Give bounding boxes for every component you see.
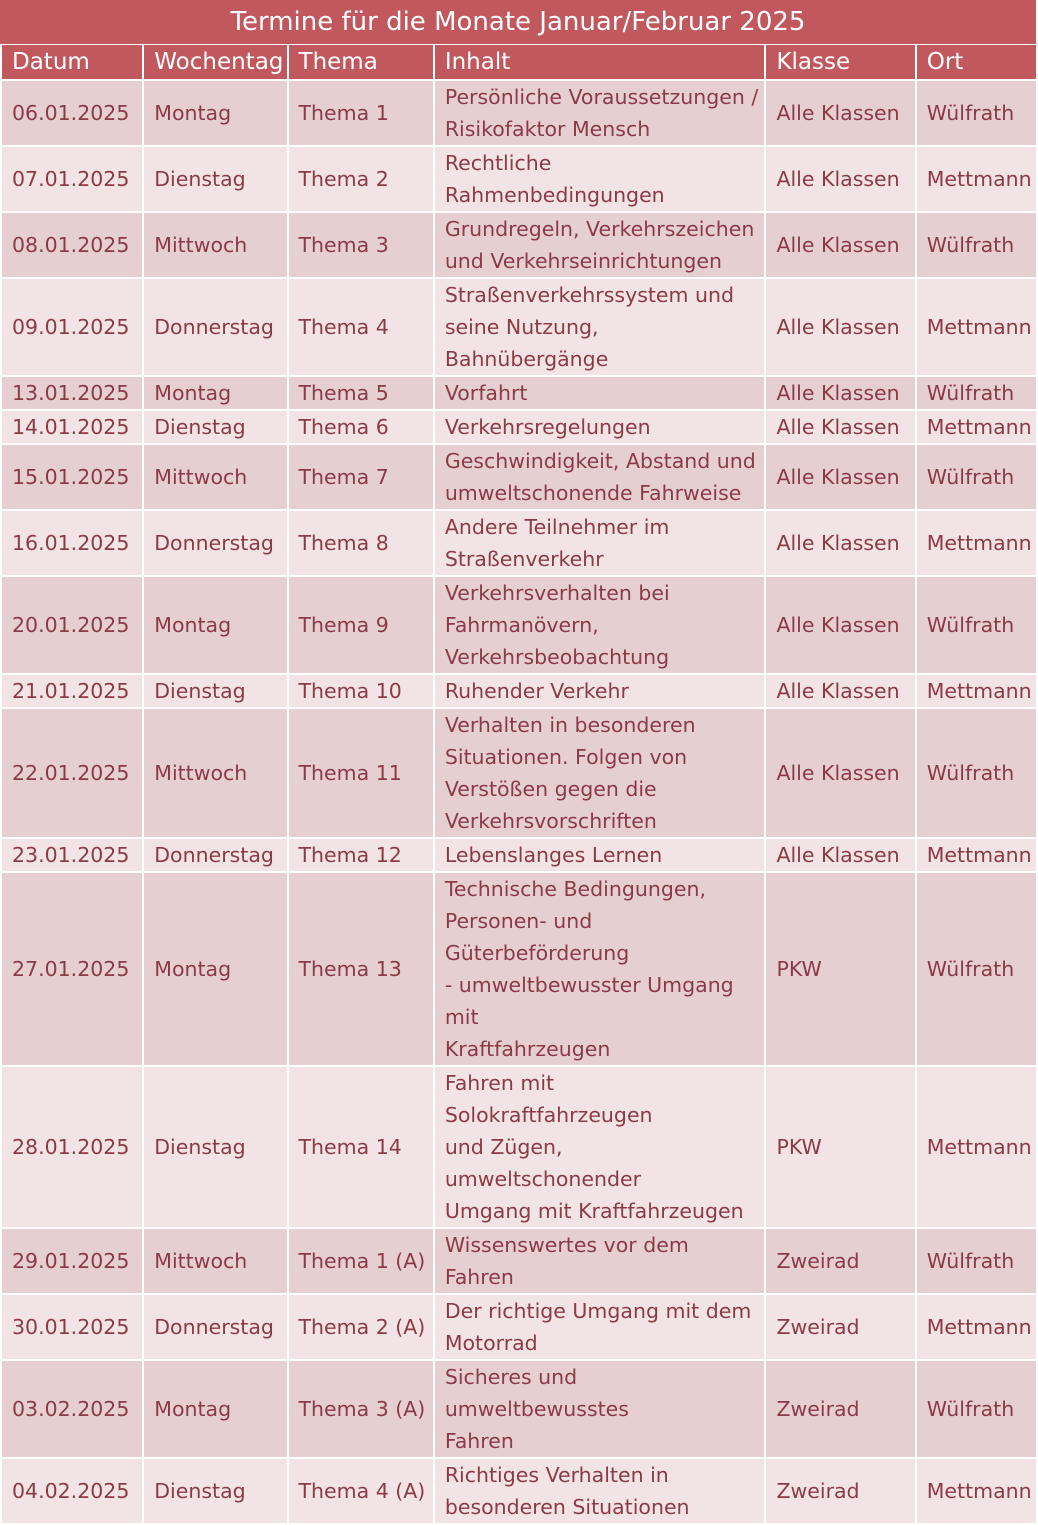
cell-ort: Mettmann: [917, 1295, 1036, 1361]
col-header-klasse: Klasse: [766, 45, 914, 81]
cell-datum: 23.01.2025: [2, 839, 142, 873]
cell-wochentag: Mittwoch: [144, 445, 286, 511]
table-row: [2, 445, 1036, 511]
cell-wochentag: Donnerstag: [144, 839, 286, 873]
cell-klasse: Alle Klassen: [766, 213, 914, 279]
inhalt-line: Geschwindigkeit, Abstand und: [444, 449, 756, 473]
table-row: [2, 839, 1036, 873]
inhalt-line: Sicheres und umweltbewusstes: [444, 1365, 629, 1421]
cell-klasse: Alle Klassen: [766, 839, 914, 873]
cell-inhalt: [435, 1295, 765, 1361]
cell-thema: Thema 4 (A): [289, 1459, 433, 1525]
cell-ort: Wülfrath: [917, 577, 1036, 675]
cell-inhalt: [435, 511, 765, 577]
cell-thema: Thema 5: [289, 377, 433, 411]
cell-inhalt: [435, 675, 765, 709]
cell-thema: Thema 3: [289, 213, 433, 279]
inhalt-line: Wissenswertes vor dem Fahren: [444, 1233, 689, 1289]
cell-datum: 07.01.2025: [2, 147, 142, 213]
cell-klasse: PKW: [766, 1067, 914, 1229]
cell-wochentag: Dienstag: [144, 675, 286, 709]
cell-klasse: Zweirad: [766, 1295, 914, 1361]
table-row: [2, 511, 1036, 577]
inhalt-line: und Verkehrseinrichtungen: [444, 249, 722, 273]
cell-inhalt: [435, 577, 765, 675]
cell-ort: Wülfrath: [917, 873, 1036, 1067]
cell-wochentag: Montag: [144, 873, 286, 1067]
cell-wochentag: Dienstag: [144, 411, 286, 445]
cell-wochentag: Donnerstag: [144, 1295, 286, 1361]
cell-wochentag: Dienstag: [144, 147, 286, 213]
inhalt-line: Straßenverkehr: [444, 547, 604, 571]
inhalt-line: Umgang mit Kraftfahrzeugen: [444, 1199, 744, 1223]
inhalt-line: besonderen Situationen: [444, 1495, 690, 1519]
cell-klasse: Alle Klassen: [766, 577, 914, 675]
inhalt-line: Situationen. Folgen von: [444, 745, 688, 769]
cell-datum: 28.01.2025: [2, 1067, 142, 1229]
cell-ort: Mettmann: [917, 511, 1036, 577]
table-row: [2, 577, 1036, 675]
cell-klasse: PKW: [766, 873, 914, 1067]
cell-datum: 13.01.2025: [2, 377, 142, 411]
cell-klasse: Alle Klassen: [766, 377, 914, 411]
cell-datum: 04.02.2025: [2, 1459, 142, 1525]
schedule-table: [0, 45, 1038, 1525]
cell-inhalt: [435, 709, 765, 839]
cell-klasse: Alle Klassen: [766, 445, 914, 511]
table-row: [2, 1229, 1036, 1295]
cell-wochentag: Montag: [144, 1361, 286, 1459]
table-row: [2, 1361, 1036, 1459]
cell-datum: 27.01.2025: [2, 873, 142, 1067]
cell-inhalt: [435, 147, 765, 213]
cell-thema: Thema 7: [289, 445, 433, 511]
cell-wochentag: Mittwoch: [144, 1229, 286, 1295]
inhalt-line: Lebenslanges Lernen: [444, 843, 663, 867]
cell-wochentag: Montag: [144, 577, 286, 675]
col-header-ort: Ort: [917, 45, 1036, 81]
cell-inhalt: [435, 411, 765, 445]
cell-klasse: Alle Klassen: [766, 511, 914, 577]
inhalt-line: Verkehrsregelungen: [444, 415, 651, 439]
cell-wochentag: Mittwoch: [144, 213, 286, 279]
cell-datum: 30.01.2025: [2, 1295, 142, 1361]
inhalt-line: Vorfahrt: [444, 381, 528, 405]
cell-thema: Thema 1: [289, 81, 433, 147]
cell-datum: 15.01.2025: [2, 445, 142, 511]
cell-thema: Thema 13: [289, 873, 433, 1067]
inhalt-line: Andere Teilnehmer im: [444, 515, 670, 539]
inhalt-line: Persönliche Voraussetzungen /: [444, 85, 759, 109]
col-header-wochentag: Wochentag: [144, 45, 286, 81]
cell-ort: Wülfrath: [917, 213, 1036, 279]
table-row: [2, 1459, 1036, 1525]
inhalt-line: Richtiges Verhalten in: [444, 1463, 669, 1487]
cell-klasse: Zweirad: [766, 1361, 914, 1459]
cell-inhalt: [435, 1067, 765, 1229]
cell-wochentag: Montag: [144, 81, 286, 147]
inhalt-line: Verstößen gegen die: [444, 777, 657, 801]
cell-inhalt: [435, 279, 765, 377]
cell-inhalt: [435, 873, 765, 1067]
cell-inhalt: [435, 445, 765, 511]
cell-datum: 09.01.2025: [2, 279, 142, 377]
cell-ort: Mettmann: [917, 1067, 1036, 1229]
cell-klasse: Zweirad: [766, 1459, 914, 1525]
table-row: [2, 1067, 1036, 1229]
cell-klasse: Alle Klassen: [766, 81, 914, 147]
inhalt-line: Ruhender Verkehr: [444, 679, 629, 703]
col-header-thema: Thema: [289, 45, 433, 81]
cell-ort: Wülfrath: [917, 81, 1036, 147]
cell-ort: Wülfrath: [917, 709, 1036, 839]
cell-datum: 08.01.2025: [2, 213, 142, 279]
table-row: [2, 709, 1036, 839]
cell-ort: Mettmann: [917, 675, 1036, 709]
cell-thema: Thema 2: [289, 147, 433, 213]
cell-datum: 20.01.2025: [2, 577, 142, 675]
table-row: [2, 377, 1036, 411]
cell-ort: Wülfrath: [917, 445, 1036, 511]
cell-datum: 16.01.2025: [2, 511, 142, 577]
cell-inhalt: [435, 839, 765, 873]
inhalt-line: Verhalten in besonderen: [444, 713, 696, 737]
inhalt-line: Rechtliche Rahmenbedingungen: [444, 151, 665, 207]
cell-datum: 22.01.2025: [2, 709, 142, 839]
cell-klasse: Alle Klassen: [766, 279, 914, 377]
cell-thema: Thema 12: [289, 839, 433, 873]
inhalt-line: Risikofaktor Mensch: [444, 117, 651, 141]
table-row: [2, 81, 1036, 147]
cell-datum: 29.01.2025: [2, 1229, 142, 1295]
cell-thema: Thema 1 (A): [289, 1229, 433, 1295]
cell-ort: Mettmann: [917, 411, 1036, 445]
inhalt-line: Der richtige Umgang mit dem: [444, 1299, 752, 1323]
cell-wochentag: Donnerstag: [144, 279, 286, 377]
cell-klasse: Alle Klassen: [766, 675, 914, 709]
inhalt-line: und Zügen, umweltschonender: [444, 1135, 642, 1191]
cell-wochentag: Dienstag: [144, 1067, 286, 1229]
cell-datum: 06.01.2025: [2, 81, 142, 147]
cell-inhalt: [435, 377, 765, 411]
cell-inhalt: [435, 1229, 765, 1295]
inhalt-line: Grundregeln, Verkehrszeichen: [444, 217, 755, 241]
table-row: [2, 147, 1036, 213]
cell-klasse: Zweirad: [766, 1229, 914, 1295]
inhalt-line: Technische Bedingungen,: [444, 877, 706, 901]
cell-thema: Thema 9: [289, 577, 433, 675]
inhalt-line: Personen- und Güterbeförderung: [444, 909, 630, 965]
inhalt-line: Fahren: [444, 1429, 514, 1453]
inhalt-line: Fahren mit Solokraftfahrzeugen: [444, 1071, 653, 1127]
col-header-datum: Datum: [2, 45, 142, 81]
table-row: [2, 675, 1036, 709]
cell-thema: Thema 10: [289, 675, 433, 709]
cell-klasse: Alle Klassen: [766, 147, 914, 213]
cell-ort: Mettmann: [917, 839, 1036, 873]
cell-thema: Thema 8: [289, 511, 433, 577]
inhalt-line: Kraftfahrzeugen: [444, 1037, 611, 1061]
table-row: [2, 213, 1036, 279]
cell-klasse: Alle Klassen: [766, 411, 914, 445]
table-row: [2, 873, 1036, 1067]
cell-thema: Thema 6: [289, 411, 433, 445]
inhalt-line: seine Nutzung, Bahnübergänge: [444, 315, 609, 371]
cell-klasse: Alle Klassen: [766, 709, 914, 839]
cell-wochentag: Mittwoch: [144, 709, 286, 839]
cell-wochentag: Montag: [144, 377, 286, 411]
col-header-inhalt: Inhalt: [435, 45, 765, 81]
header-row: [2, 45, 1036, 81]
table-title: Termine für die Monate Januar/Februar 2025: [0, 0, 1036, 44]
cell-inhalt: [435, 1361, 765, 1459]
cell-inhalt: [435, 81, 765, 147]
inhalt-line: Verkehrsverhalten bei: [444, 581, 670, 605]
cell-thema: Thema 11: [289, 709, 433, 839]
inhalt-line: Verkehrsvorschriften: [444, 809, 657, 833]
cell-ort: Wülfrath: [917, 1361, 1036, 1459]
cell-inhalt: [435, 1459, 765, 1525]
cell-ort: Mettmann: [917, 279, 1036, 377]
inhalt-line: Verkehrsbeobachtung: [444, 645, 670, 669]
table-row: [2, 411, 1036, 445]
inhalt-line: umweltschonende Fahrweise: [444, 481, 742, 505]
inhalt-line: Fahrmanövern,: [444, 613, 599, 637]
cell-ort: Wülfrath: [917, 1229, 1036, 1295]
cell-ort: Wülfrath: [917, 377, 1036, 411]
inhalt-line: Straßenverkehrssystem und: [444, 283, 735, 307]
inhalt-line: Motorrad: [444, 1331, 538, 1355]
table-row: [2, 1295, 1036, 1361]
cell-datum: 14.01.2025: [2, 411, 142, 445]
cell-datum: 21.01.2025: [2, 675, 142, 709]
cell-thema: Thema 4: [289, 279, 433, 377]
cell-wochentag: Dienstag: [144, 1459, 286, 1525]
cell-thema: Thema 3 (A): [289, 1361, 433, 1459]
cell-ort: Mettmann: [917, 147, 1036, 213]
table-row: [2, 279, 1036, 377]
cell-thema: Thema 14: [289, 1067, 433, 1229]
cell-wochentag: Donnerstag: [144, 511, 286, 577]
cell-datum: 03.02.2025: [2, 1361, 142, 1459]
cell-thema: Thema 2 (A): [289, 1295, 433, 1361]
cell-inhalt: [435, 213, 765, 279]
inhalt-line: - umweltbewusster Umgang mit: [444, 973, 734, 1029]
cell-ort: Mettmann: [917, 1459, 1036, 1525]
